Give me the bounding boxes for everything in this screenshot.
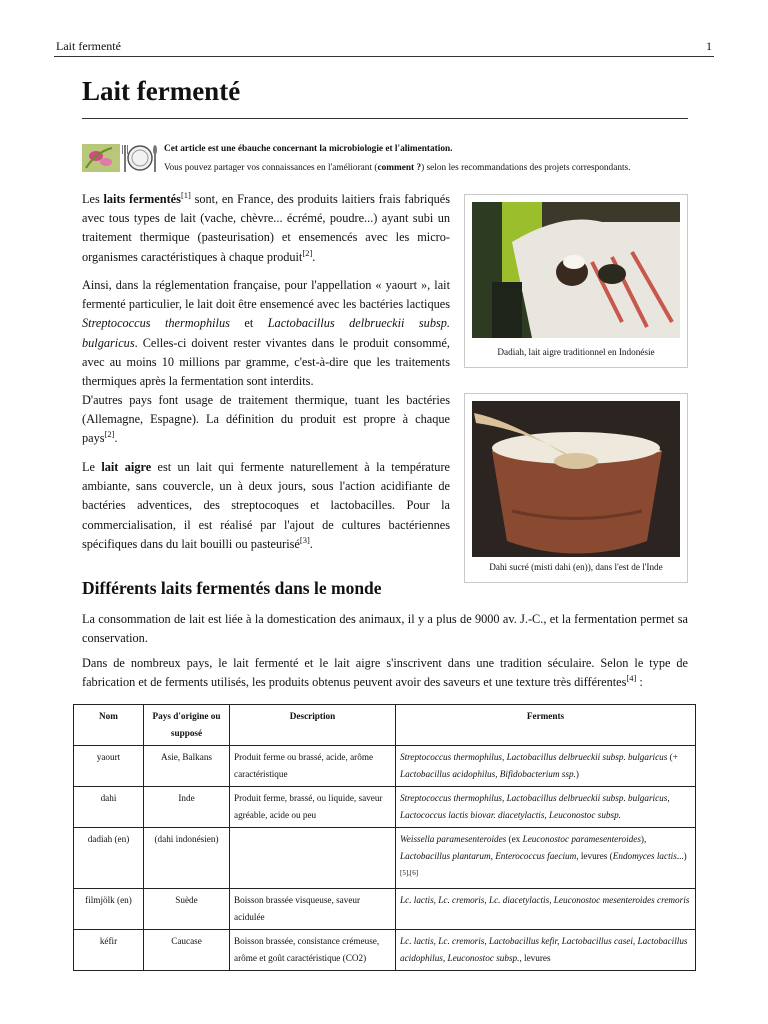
cell-pays: Inde (144, 787, 230, 828)
text: ), (640, 834, 647, 844)
table-row (74, 930, 696, 971)
cell-description: Produit ferme ou brassé, acide, arôme caractéristique (230, 746, 396, 787)
ref-link[interactable]: [1] (180, 189, 191, 200)
species-name: Lactobacillus delbrueckii subsp. bulgaricus (82, 316, 450, 350)
text: Les (82, 192, 104, 206)
cell-pays: Suède (144, 889, 230, 930)
title-divider (82, 118, 688, 119)
cell-description: Produit ferme, brassé, ou liquide, saveur agréable, acide ou peu (230, 787, 396, 828)
cell-pays: (dahi indonésien) (144, 828, 230, 889)
cell-nom: yaourt (74, 746, 144, 787)
col-header-nom: Nom (74, 705, 144, 746)
text: . (114, 431, 118, 446)
paragraph-lait-aigre (82, 458, 450, 554)
cell-ferments (396, 746, 696, 787)
text: Le (82, 460, 102, 474)
paragraph-tradition (82, 654, 688, 692)
text: Streptococcus thermophilus, Lactobacillus delbrueckii subsp. bulgaricus (400, 752, 668, 762)
cell-nom[interactable]: dadiah (en) (74, 828, 144, 889)
text: Ainsi, dans la réglementation française, pour l'appellation « yaourt », lait fermenté particulier, le lait doit être ensemencé avec les bactéries lactiques (82, 278, 450, 312)
table-row (74, 889, 696, 930)
text: Lc. lactis, Lc. cremoris, Lactobacillus kefir, Lactobacillus casei, Lactobacillus acidophilus, Leuconostoc subsp. (400, 936, 688, 964)
fermented-milk-table (73, 704, 696, 971)
ref-link[interactable]: [5],[6] (400, 869, 419, 877)
text: : (636, 675, 643, 690)
text: sont, en France, des produits laitiers frais fabriqués avec tous types de lait (vache, chèvre... écrémé, poudre...) ayant subi un traitement thermique (pasteurisation) et ensemencés avec les micro-organismes caractéristiques à chaque produit (82, 192, 450, 264)
cell-ferments (396, 930, 696, 971)
text: , levures (519, 953, 551, 964)
cell-nom: dahi (74, 787, 144, 828)
text: Streptococcus thermophilus, Lactobacillus delbrueckii subsp. bulgaricus, Lactococcus lactis biovar. diacetylactis, Leuconostoc subsp. (400, 793, 670, 820)
table-row (74, 746, 696, 787)
cell-nom[interactable]: filmjölk (en) (74, 889, 144, 930)
text: . (309, 536, 313, 551)
text: Weissella paramesenteroides (400, 834, 507, 844)
cell-description: Boisson brassée visqueuse, saveur acidulée (230, 889, 396, 930)
cell-description: Boisson brassée, consistance crémeuse, arôme et goût caractéristique (CO2) (230, 930, 396, 971)
paragraph-consumption (82, 610, 688, 648)
stub-comment-link[interactable]: comment ? (377, 163, 422, 173)
text: . (312, 249, 316, 264)
text: D'autres pays font usage de traitement thermique, tuant les bactéries (Allemagne, Espagne). La définition du produit est propre à chaque pays (82, 393, 450, 446)
text: , levures ( (576, 851, 613, 861)
stub-line2-pre: Vous pouvez partager vos connaissances en l'améliorant ( (164, 163, 378, 173)
col-header-ferments: Ferments (396, 705, 696, 746)
text: Lactobacillus plantarum, Enterococcus faecium (400, 851, 577, 861)
page-title: Lait fermenté (82, 76, 241, 106)
species-name: Streptococcus thermophilus (82, 316, 230, 331)
table-row (74, 828, 696, 889)
cell-description (230, 828, 396, 889)
cell-pays: Caucase (144, 930, 230, 971)
paragraph-intro (82, 190, 450, 267)
ref-link[interactable]: [2] (104, 429, 115, 440)
paragraph-other-countries (82, 391, 450, 449)
text: (ex (506, 834, 523, 844)
ref-link[interactable]: [3] (299, 534, 310, 545)
figure-dadiah (464, 194, 688, 368)
table-row (74, 787, 696, 828)
cell-ferments (396, 889, 696, 930)
text: Dans de nombreux pays, le lait fermenté et le lait aigre s'inscrivent dans une tradition séculaire. Selon le type de fabrication et de ferments utilisés, les produits obtenus peuvent avoir des saveurs et une texture très différentes (82, 656, 688, 690)
text: . Celles-ci doivent rester vivantes dans le produit consommé, avec au moins 10 millions par gramme, c'est-à-dire que les traitements thermiques après la fermentation sont interdits. (82, 335, 450, 389)
text: (+ (667, 752, 678, 762)
running-header (54, 38, 714, 57)
cell-ferments (396, 787, 696, 828)
term-laits-fermentes: laits fermentés (103, 192, 181, 206)
text: Lc. lactis, Lc. cremoris, Lc. diacetylactis, Leuconostoc mesenteroides cremoris (400, 895, 690, 906)
stub-text (164, 140, 631, 178)
term-lait-aigre: lait aigre (101, 460, 152, 474)
cell-ferments (396, 828, 696, 889)
cell-nom: kéfir (74, 930, 144, 971)
paragraph-regulation (82, 276, 450, 391)
text: Lactobacillus acidophilus, Bifidobacterium ssp. (400, 769, 576, 779)
table-header-row (74, 705, 696, 746)
section-heading: Différents laits fermentés dans le monde (82, 578, 382, 598)
figure-caption: Dadiah, lait aigre traditionnel en Indonésie (497, 347, 655, 357)
cell-pays: Asie, Balkans (144, 746, 230, 787)
ref-link[interactable]: [2] (302, 247, 313, 258)
text: est un lait qui fermente naturellement à la température ambiante, sans couvercle, un à deux jours, sous l'action acidifiante de bactéries adventices, des streptocoques et lactobacilles. Pour la commercialisation, il est réalisé par l'ajout de cultures bactériennes spécifiques dans du lait bouilli ou pasteurisé (82, 460, 451, 551)
figure-dahi (464, 393, 688, 583)
ref-link[interactable]: [4] (626, 673, 637, 684)
col-header-description: Description (230, 705, 396, 746)
stub-bold-line: Cet article est une ébauche concernant la microbiologie et l'alimentation. (164, 144, 453, 154)
figure-caption: Dahi sucré (misti dahi (en)), dans l'est de l'Inde (489, 562, 663, 572)
dahi-photo[interactable] (472, 401, 680, 557)
flower-plate-cutlery-icon (82, 142, 158, 174)
text: Endomyces lactis (612, 851, 677, 861)
stub-line2-post: ) selon les recommandations des projets correspondants. (421, 163, 631, 173)
text: Leuconostoc paramesenteroides (522, 834, 641, 844)
text: La consommation de lait est liée à la domestication des animaux, il y a plus de 9000 av. J.-C., et la fermentation permet sa conservation. (82, 612, 688, 646)
text: et (229, 316, 268, 331)
text: ...) (676, 851, 687, 861)
col-header-pays: Pays d'origine ou supposé (144, 705, 230, 746)
page-number: 1 (706, 39, 712, 53)
stub-notice (82, 140, 688, 176)
running-header-title: Lait fermenté (56, 39, 121, 53)
dadiah-photo[interactable] (472, 202, 680, 338)
text: ) (575, 769, 579, 779)
